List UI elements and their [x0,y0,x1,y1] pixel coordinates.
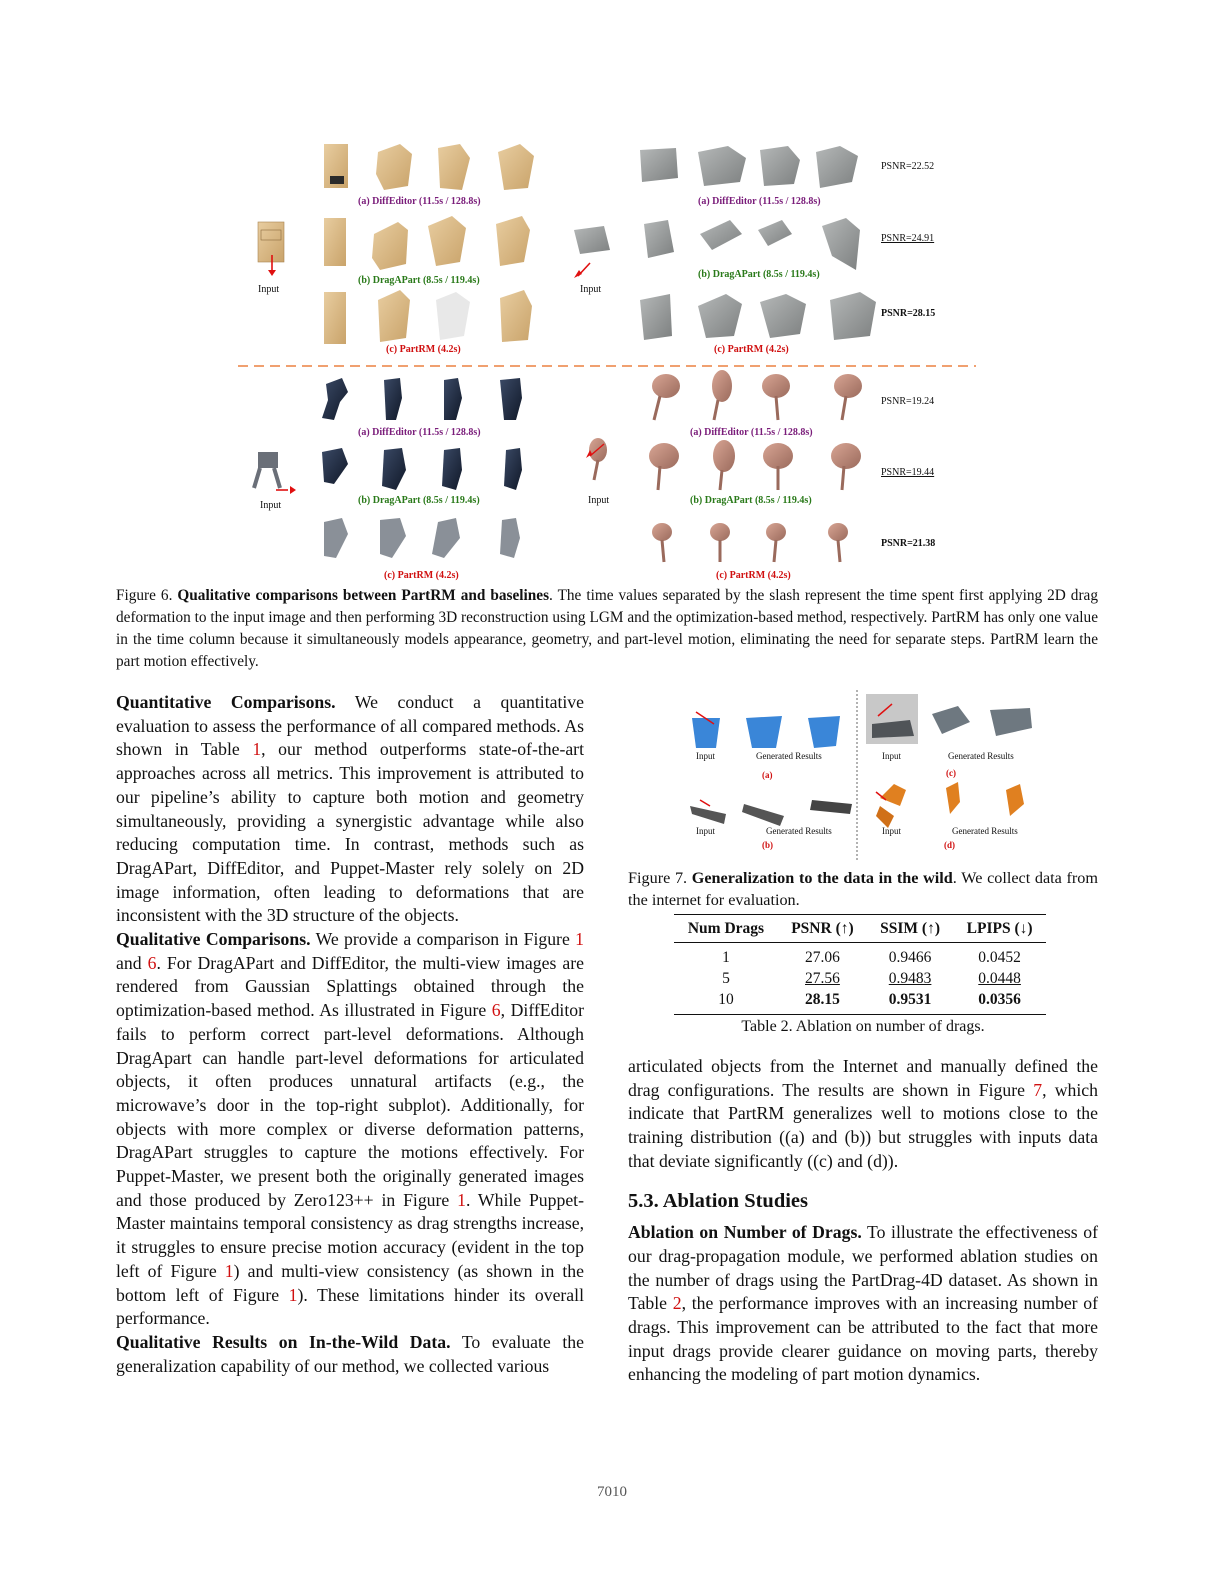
page-number: 7010 [597,1484,627,1500]
fig7-input-a: Input [696,751,715,761]
ablation-table [674,914,1046,1015]
ref-figure-7[interactable]: 7 [1033,1079,1043,1100]
fig7-label-b: (b) [762,840,773,850]
fig6-psnr-2a: PSNR=19.24 [881,396,935,407]
para-in-the-wild-heading: Qualitative Results on In-the-Wild Data. [116,1331,451,1352]
para-wild-results [628,1055,1098,1174]
microwave-row-a [640,146,858,188]
robot-row-c [324,518,520,558]
fig6-b1l-input: Input [258,284,280,295]
cabinet-input [258,222,284,276]
table-2 [674,914,1046,1015]
para-qualitative-text-f: ) and multi-view consistency (as shown in the bottom left of Figure [116,1260,584,1305]
animal-row-a [652,370,862,420]
fig6-psnr-1a: PSNR=22.52 [881,161,935,172]
fig7-input-d: Input [882,826,901,836]
fig6-b1l-cap-a: (a) DiffEditor (11.5s / 128.8s) [358,196,481,207]
ref-table-2[interactable]: 2 [672,1293,682,1314]
fig6-caption-title: Qualitative comparisons between PartRM and baselines [177,587,550,604]
microwave-row-b [644,218,860,270]
car-images [866,694,1032,744]
para-quantitative [116,691,584,928]
animal-row-c [652,523,848,562]
figure-7-graphic [680,688,1040,864]
robot-input [254,452,296,494]
table-row [674,968,1046,989]
microwave-input [574,226,610,278]
cell: 27.06 [805,948,840,966]
fig7-generated-c: Generated Results [948,751,1014,761]
robot-row-a [322,378,522,420]
fig7-caption-label: Figure 7. [628,869,688,887]
para-wild-results-text-a: articulated objects from the Internet and manually defined the drag configurations. The results are shown in Figure [628,1056,1098,1100]
bucket-images [692,712,840,748]
ref-figure-1[interactable]: 1 [575,929,584,950]
table-row [674,943,1046,969]
animal-row-b [649,440,861,490]
cell: 0.9483 [888,969,932,987]
left-column [116,691,584,1378]
fig7-generated-a: Generated Results [756,751,822,761]
para-ablation-text-b: , the performance improves with an increasing number of drags. This improvement can be attributed to the fact that more input drags provide clearer guidance on moving parts, thereby enhancing the modeling of part motion dynamics. [628,1293,1098,1385]
table-header-row [674,915,1046,943]
col-num-drags: Num Drags [674,915,778,943]
fig6-b2l-input: Input [260,500,282,511]
para-wild-results-text-b: , which indicate that PartRM generalizes well to motions close to the training distribution ((a) and (b)) but struggles with inputs data that deviate significantly ((c) and (d)). [628,1079,1098,1171]
para-ablation-heading: Ablation on Number of Drags. [628,1222,862,1243]
butterfly-images [876,782,1024,828]
figure-6-graphic [230,130,1000,585]
para-qualitative-text-a: We provide a comparison in Figure [310,929,576,950]
para-qualitative-text-e: . While Puppet-Master maintains temporal consistency as drag strengths increase, it struggles to ensure precise motion accuracy (evident in the top left of Figure [116,1189,584,1281]
table-2-caption: Table 2. Ablation on number of drags. [741,1018,985,1035]
figure-6 [230,130,1000,585]
fig6-psnr-1c: PSNR=28.15 [881,308,936,319]
ref-figure-1d[interactable]: 1 [288,1284,298,1305]
cell: 0.9466 [888,948,932,966]
fig6-b1l-cap-b: (b) DragAPart (8.5s / 119.4s) [358,275,480,286]
cabinet-row-b [324,216,530,270]
cell: 0.0452 [978,948,1021,966]
fig6-b2r-input: Input [588,495,610,506]
fig6-b2r-cap-a: (a) DiffEditor (11.5s / 128.8s) [690,427,813,438]
para-ablation-text-a: To illustrate the effectiveness of our drag-propagation module, we performed ablation studies on the number of drags using the PartDrag-4D dataset. As shown in Table [628,1222,1098,1314]
para-quantitative-text-b: , our method outperforms state-of-the-art approaches across all metrics. This improvement is attributed to our pipeline’s ability to capture both motion and geometry simultaneously, providing a synergistic advantage while also reducing computation time. In contrast, methods such as DragAPart, DiffEditor, and Puppet-Master rely solely on 2D image information, often leading to deformations that are inconsistent with the 3D structure of the objects. [116,739,584,926]
fig6-b2l-cap-c: (c) PartRM (4.2s) [384,570,459,581]
robot-row-b [322,448,522,490]
fig6-psnr-1b: PSNR=24.91 [881,233,935,244]
para-quantitative-heading: Quantitative Comparisons. [116,692,336,712]
cell: 27.56 [805,969,840,987]
fig6-caption-text: . The time values separated by the slash represent the time spent first applying 2D drag deformation to the input image and then performing 3D reconstruction using LGM and the optimization-based method, respectively. PartRM has only one value in the time column because it simultaneously models appearance, geometry, and part-level motion, eliminating the need for separate steps. PartRM learn the part motion effectively. [116,587,1098,670]
ref-figure-6b[interactable]: 6 [491,1000,501,1021]
para-qualitative-text-g: ). These limitations hinder its overall performance. [116,1284,584,1329]
fig7-caption-title: Generalization to the data in the wild [691,869,953,887]
animal-input [586,438,607,480]
cabinet-row-a [324,144,534,190]
para-qualitative-text-d: , DiffEditor fails to perform correct part-level deformations. Although DragApart can handle part-level deformations for articulated objects, it often produces unnatural artifacts (e.g., the microwave’s door in the top-right subplot). Additionally, for objects with more complex or diverse deformation patterns, DragAPart struggles to capture the motions effectively. For Puppet-Master, we present both the originally generated images and those produced by Zero123++ in Figure [116,1000,584,1210]
cell: 0.0448 [978,969,1021,987]
cell: 5 [722,969,730,987]
fig6-b1r-input: Input [580,284,602,295]
para-qualitative-text-b: and [116,952,148,973]
fig7-caption-text: . We collect data from the internet for evaluation. [628,869,1098,909]
para-in-the-wild [116,1331,584,1378]
col-lpips: LPIPS (↓) [953,915,1046,943]
fig7-generated-d: Generated Results [952,826,1018,836]
para-qualitative-heading: Qualitative Comparisons. [116,929,311,950]
cell: 0.0356 [953,989,1046,1015]
para-in-the-wild-text: To evaluate the generalization capability of our method, we collected various [116,1331,584,1376]
fig6-b2l-cap-a: (a) DiffEditor (11.5s / 128.8s) [358,427,481,438]
section-heading: 5.3. Ablation Studies [628,1189,808,1212]
fig6-psnr-2b: PSNR=19.44 [881,467,935,478]
cell: 1 [722,948,730,966]
fig6-b1r-cap-c: (c) PartRM (4.2s) [714,344,789,355]
fig6-caption-label: Figure 6. [116,587,173,604]
para-ablation [628,1221,1098,1387]
fig6-psnr-2c: PSNR=21.38 [881,538,936,549]
fig7-generated-b: Generated Results [766,826,832,836]
para-qualitative-text-c: . For DragAPart and DiffEditor, the multi-view images are rendered from Gaussian Splattings obtained through the optimization-based method. As illustrated in Figure [116,952,584,1021]
fig6-b2r-cap-c: (c) PartRM (4.2s) [716,570,791,581]
fig7-input-b: Input [696,826,715,836]
fig6-b2l-cap-b: (b) DragAPart (8.5s / 119.4s) [358,495,480,506]
stapler-images [690,800,852,826]
fig6-b1l-cap-c: (c) PartRM (4.2s) [386,344,461,355]
figure-7-caption [628,867,1098,911]
figure-6-caption [116,585,1098,673]
ref-figure-6[interactable]: 6 [147,952,157,973]
fig7-label-a: (a) [762,770,773,780]
cell: 28.15 [778,989,867,1015]
col-psnr: PSNR (↑) [778,915,867,943]
cell: 0.9531 [867,989,953,1015]
fig6-b2r-cap-b: (b) DragAPart (8.5s / 119.4s) [690,495,812,506]
cell: 10 [674,989,778,1015]
ref-table-1[interactable]: 1 [252,739,262,760]
col-ssim: SSIM (↑) [867,915,953,943]
figure-7 [680,688,1040,864]
para-qualitative [116,928,584,1331]
fig7-label-c: (c) [946,768,956,778]
table-row [674,989,1046,1015]
cabinet-row-c [324,290,532,344]
ref-figure-1c[interactable]: 1 [224,1260,234,1281]
para-quantitative-text-a: We conduct a quantitative evaluation to assess the performance of all compared methods. As shown in Table [116,692,584,760]
ref-figure-1b[interactable]: 1 [457,1189,466,1210]
right-column [628,1055,1098,1387]
microwave-row-c [640,292,876,340]
fig7-label-d: (d) [944,840,955,850]
fig6-b1r-cap-b: (b) DragAPart (8.5s / 119.4s) [698,269,820,280]
fig6-b1r-cap-a: (a) DiffEditor (11.5s / 128.8s) [698,196,821,207]
fig7-input-c: Input [882,751,901,761]
